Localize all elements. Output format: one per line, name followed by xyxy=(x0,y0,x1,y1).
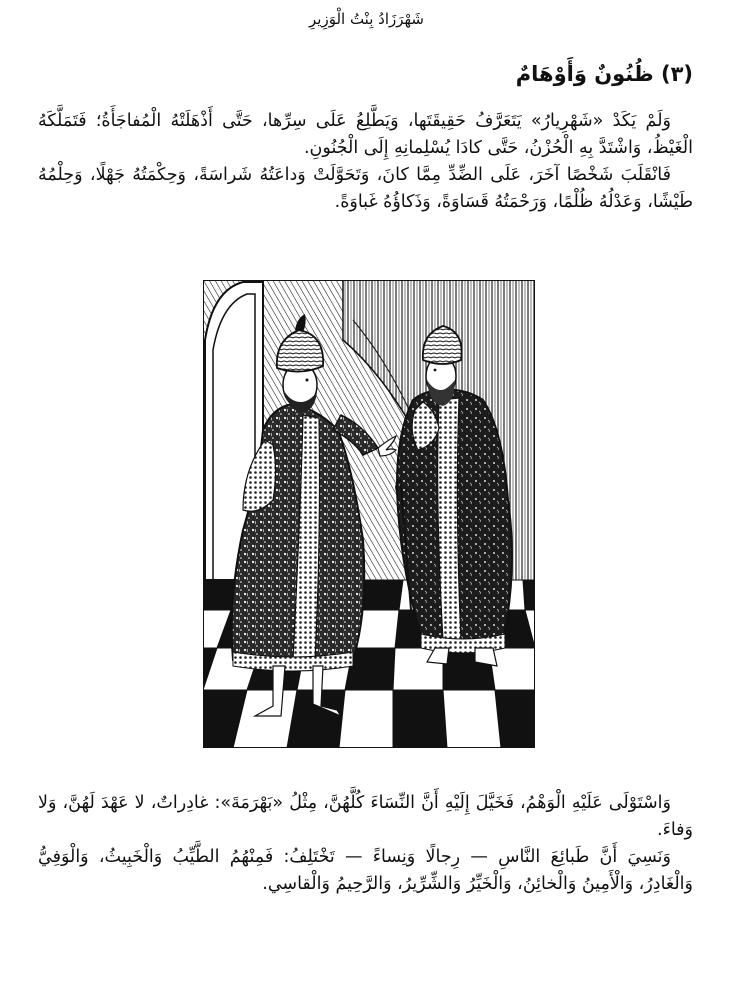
illustration xyxy=(203,280,535,748)
paragraph: وَلَمْ يَكَدْ «شَهْرِيارُ» يَتَعَرَّفُ حَقِيقَتَها، وَيَطَّلِعُ عَلَى سِرِّها، حَتَّى أَذْهَلَتْهُ الْمُفاجَأَةُ؛ فَتَمَلَّكَهُ الْغَيْظُ، وَاشْتَدَّ بِهِ الْحُزْنُ، حَتَّى كادَا يُسْلِمانِهِ إِلَى الْجُنُونِ. xyxy=(38,111,693,159)
text-block-top xyxy=(38,108,693,217)
paragraph: وَاسْتَوْلَى عَلَيْهِ الْوَهْمُ، فَخَيَّلَ إِلَيْهِ أَنَّ النِّسَاءَ كُلَّهُنَّ، مِثْلُ «بَهْرَمَةَ»: غادِراتٌ، لا عَهْدَ لَهُنَّ، وَلا وَفاءَ. xyxy=(38,793,693,841)
paragraph: وَنَسِيَ أَنَّ طَبائِعَ النَّاسِ — رِجالًا وَنِساءً — تَخْتَلِفُ: فَمِنْهُمُ الطَّيِّبُ وَالْخَبِيثُ، وَالْوَفِيُّ وَالْغَادِرُ، وَالْأَمِينُ وَالْخائِنُ، وَالْخَيِّرُ وَالشِّرِّيرُ، وَالرَّحِيمُ وَالْقاسِي. xyxy=(38,847,693,895)
chapter-title: (٣) ظُنُونٌ وَأَوْهَامٌ xyxy=(515,62,693,86)
two-men-in-turbans-illustration xyxy=(203,280,535,748)
paragraph: فَانْقَلَبَ شَخْصًا آخَرَ، عَلَى الضِّدِّ مِمَّا كانَ، وَتَحَوَّلَتْ وَداعَتُهُ شَراسَةً، وَحِكْمَتُهُ جَهْلًا، وَحِلْمُهُ طَيْشًا، وَعَدْلُهُ ظُلْمًا، وَرَحْمَتُهُ قَسَاوَةً، وَذَكاؤُهُ غَباوَةً. xyxy=(38,165,693,213)
text-block-bottom xyxy=(38,790,693,899)
running-header: شَهْرَزَادُ بِنْتُ الْوَزِيرِ xyxy=(309,10,424,28)
